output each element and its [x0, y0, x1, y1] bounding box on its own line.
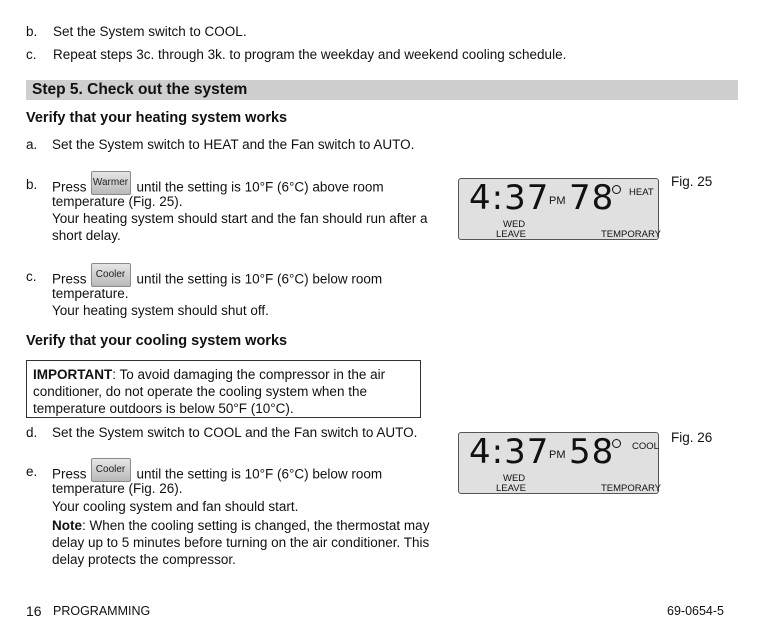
heating-b-line2: temperature (Fig. 25). — [52, 194, 183, 209]
press-word: Press — [52, 271, 87, 287]
note-line3: delay protects the compressor. — [52, 552, 236, 567]
important-line2: conditioner, do not operate the cooling system when the — [33, 384, 367, 399]
step-c-text: Repeat steps 3c. through 3k. to program the weekday and weekend cooling schedule. — [53, 47, 567, 62]
display-time: 4:37 — [469, 432, 550, 472]
display-period: LEAVE — [496, 229, 526, 240]
display-time: 4:37 — [469, 178, 550, 218]
important-line1: IMPORTANT: To avoid damaging the compressor in the air — [33, 367, 386, 382]
cooling-d-label: d. — [26, 425, 38, 440]
heating-b-text: until the setting is 10°F (6°C) above room — [136, 179, 384, 195]
display-ampm: PM — [549, 195, 566, 207]
display-status: TEMPORARY — [601, 229, 662, 240]
cooling-e-line2: temperature (Fig. 26). — [52, 481, 183, 496]
page-number: 16 — [26, 603, 42, 619]
display-ampm: PM — [549, 449, 566, 461]
heating-c-line2: temperature. — [52, 286, 129, 301]
heating-b-line4: short delay. — [52, 228, 121, 243]
heating-b-line3: Your heating system should start and the fan should run after a — [52, 211, 428, 226]
display-day: WED — [503, 473, 526, 484]
press-word: Press — [52, 179, 87, 195]
display-temperature: 58 — [569, 432, 615, 472]
section-title: Step 5. Check out the system — [32, 81, 248, 98]
heating-heading: Verify that your heating system works — [26, 110, 288, 126]
note-line1: Note: When the cooling setting is changed, the thermostat may — [52, 518, 430, 533]
footer-section: PROGRAMMING — [53, 604, 151, 618]
warmer-button[interactable]: Warmer — [91, 171, 131, 195]
heating-c-text: until the setting is 10°F (6°C) below room — [136, 271, 383, 287]
note-label: Note — [52, 518, 82, 533]
doc-number: 69-0654-5 — [667, 604, 724, 618]
display-temperature: 78 — [569, 178, 615, 218]
step-b-label: b. — [26, 24, 38, 39]
heating-a-text: Set the System switch to HEAT and the Fan switch to AUTO. — [52, 137, 415, 152]
cooling-e-line3: Your cooling system and fan should start. — [52, 499, 299, 514]
important-line3: temperature outdoors is below 50°F (10°C). — [33, 401, 294, 416]
cooling-e-label: e. — [26, 464, 38, 479]
degree-icon — [612, 439, 621, 448]
thermostat-display-cool — [458, 432, 662, 494]
heating-a-label: a. — [26, 137, 38, 152]
display-mode: HEAT — [629, 187, 654, 198]
section-banner — [26, 80, 738, 100]
cooling-d-text: Set the System switch to COOL and the Fan switch to AUTO. — [52, 425, 418, 440]
thermostat-display-heat — [458, 178, 662, 240]
heating-c-label: c. — [26, 269, 37, 284]
display-status: TEMPORARY — [601, 483, 662, 494]
display-period: LEAVE — [496, 483, 526, 494]
degree-icon — [612, 185, 621, 194]
cooler-button[interactable]: Cooler — [91, 458, 131, 482]
display-day: WED — [503, 219, 526, 230]
important-label: IMPORTANT — [33, 367, 113, 382]
step-c-label: c. — [26, 47, 37, 62]
figure-label-26: Fig. 26 — [671, 430, 713, 445]
heating-b-label: b. — [26, 177, 38, 192]
cooler-button[interactable]: Cooler — [91, 263, 131, 287]
display-mode: COOL — [632, 441, 659, 452]
note-line2: delay up to 5 minutes before turning on the air conditioner. This — [52, 535, 430, 550]
cooling-heading: Verify that your cooling system works — [26, 333, 288, 349]
cooling-e-text: until the setting is 10°F (6°C) below room — [136, 466, 383, 482]
heating-c-line3: Your heating system should shut off. — [52, 303, 269, 318]
figure-label-25: Fig. 25 — [671, 174, 713, 189]
important-notice — [26, 360, 421, 418]
press-word: Press — [52, 466, 87, 482]
step-b-text: Set the System switch to COOL. — [53, 24, 247, 39]
